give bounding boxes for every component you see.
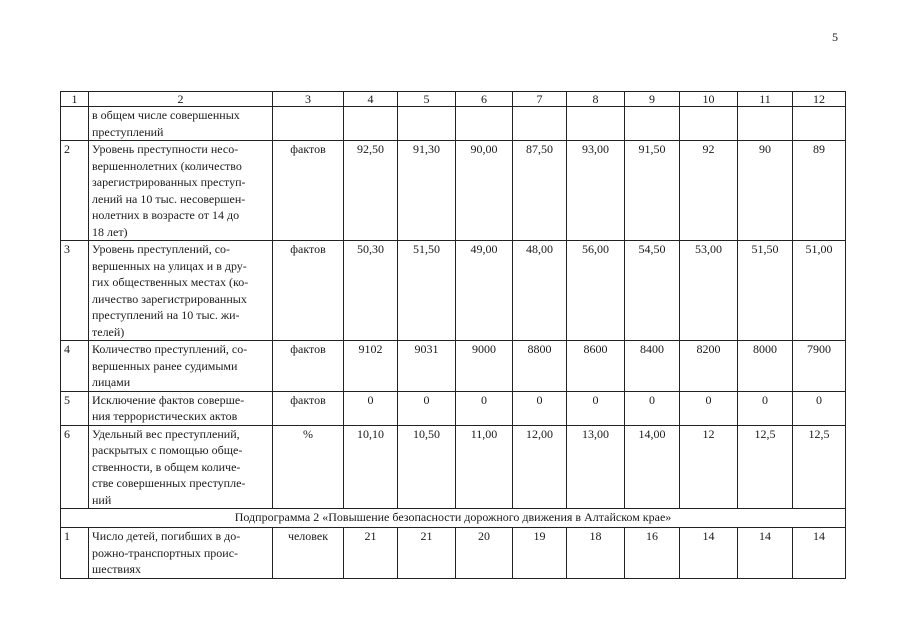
cell-indicator <box>89 425 273 509</box>
cell-value: 51,00 <box>793 241 846 341</box>
cell-empty <box>738 107 793 141</box>
cell-empty <box>625 107 680 141</box>
page-number: 5 <box>832 30 838 44</box>
cell-value: 51,50 <box>398 241 456 341</box>
header-cell: 4 <box>344 92 398 107</box>
cell-value: 8600 <box>567 341 625 392</box>
cell-value: 51,50 <box>738 241 793 341</box>
cell-value: 93,00 <box>567 141 625 241</box>
indicator-line: личество зарегистрированных <box>92 291 247 306</box>
cell-value: 87,50 <box>513 141 567 241</box>
indicator-line: преступлений на 10 тыс. жи- <box>92 308 240 322</box>
cell-value: 9102 <box>344 341 398 392</box>
cell-empty <box>567 107 625 141</box>
cell-value: 0 <box>793 391 846 425</box>
indicator-line: стве совершенных преступле- <box>92 476 246 490</box>
cell-value: 0 <box>680 391 738 425</box>
header-row <box>61 92 846 107</box>
subprogram-title: Подпрограмма 2 «Повышение безопасности дорожного движения в Алтайском крае» <box>61 509 846 528</box>
cell-no: 2 <box>61 141 89 241</box>
cell-value: 91,50 <box>625 141 680 241</box>
cell-value: 12,5 <box>793 425 846 509</box>
cell-value: 9000 <box>456 341 513 392</box>
indicator-line: ний <box>92 492 112 507</box>
cell-value: 8800 <box>513 341 567 392</box>
indicator-line: вершеннолетних (количество <box>92 158 242 173</box>
header-cell: 10 <box>680 92 738 107</box>
cell-unit: % <box>273 425 344 509</box>
cell-no: 4 <box>61 341 89 392</box>
header-cell: 12 <box>793 92 846 107</box>
indicator-line: ния террористических актов <box>92 409 238 423</box>
cell-unit: фактов <box>273 391 344 425</box>
cell-value: 14 <box>680 528 738 579</box>
cell-value: 7900 <box>793 341 846 392</box>
indicator-line: телей) <box>92 324 125 339</box>
header-cell: 9 <box>625 92 680 107</box>
cell-unit: фактов <box>273 141 344 241</box>
cell-value: 12 <box>680 425 738 509</box>
cell-value: 56,00 <box>567 241 625 341</box>
cell-no <box>61 107 89 141</box>
cell-value: 21 <box>344 528 398 579</box>
cell-value: 54,50 <box>625 241 680 341</box>
cell-value: 0 <box>738 391 793 425</box>
indicator-line: ственности, в общем количе- <box>92 459 241 474</box>
header-cell: 1 <box>61 92 89 107</box>
cell-no: 6 <box>61 425 89 509</box>
table-body <box>61 107 846 579</box>
cell-indicator <box>89 391 273 425</box>
cell-value: 19 <box>513 528 567 579</box>
cell-no: 3 <box>61 241 89 341</box>
cell-unit: человек <box>273 528 344 579</box>
cell-value: 92,50 <box>344 141 398 241</box>
cell-value: 8400 <box>625 341 680 392</box>
cell-empty <box>513 107 567 141</box>
cell-value: 0 <box>398 391 456 425</box>
indicator-line: в общем числе совершенных <box>92 108 240 122</box>
cell-empty <box>344 107 398 141</box>
cell-value: 16 <box>625 528 680 579</box>
cell-value: 53,00 <box>680 241 738 341</box>
indicator-line: Уровень преступности несо- <box>92 142 239 156</box>
indicator-line: вершенных ранее судимыми <box>92 358 238 373</box>
indicator-line: лений на 10 тыс. несовершен- <box>92 191 246 206</box>
cell-value: 90,00 <box>456 141 513 241</box>
cell-indicator <box>89 241 273 341</box>
cell-empty <box>398 107 456 141</box>
table-row <box>61 141 846 241</box>
header-cell: 6 <box>456 92 513 107</box>
indicator-line: зарегистрированных преступ- <box>92 175 246 189</box>
cell-value: 0 <box>344 391 398 425</box>
cell-value: 10,50 <box>398 425 456 509</box>
cell-value: 50,30 <box>344 241 398 341</box>
cell-value: 0 <box>513 391 567 425</box>
cell-value: 21 <box>398 528 456 579</box>
cell-value: 12,00 <box>513 425 567 509</box>
indicator-line: нолетних в возрасте от 14 до <box>92 208 240 222</box>
cell-no: 5 <box>61 391 89 425</box>
cell-value: 90 <box>738 141 793 241</box>
cell-value: 11,00 <box>456 425 513 509</box>
cell-empty <box>273 107 344 141</box>
table-row <box>61 341 846 392</box>
header-cell: 2 <box>89 92 273 107</box>
cell-value: 89 <box>793 141 846 241</box>
cell-empty <box>456 107 513 141</box>
indicator-line: Число детей, погибших в до- <box>92 529 241 543</box>
indicator-line: вершенных на улицах и в дру- <box>92 258 247 273</box>
cell-value: 0 <box>625 391 680 425</box>
cell-value: 9031 <box>398 341 456 392</box>
header-cell: 7 <box>513 92 567 107</box>
cell-value: 10,10 <box>344 425 398 509</box>
cell-no: 1 <box>61 528 89 579</box>
indicator-line: преступлений <box>92 124 164 139</box>
cell-value: 49,00 <box>456 241 513 341</box>
cell-indicator <box>89 528 273 579</box>
indicator-line: Удельный вес преступлений, <box>92 426 240 441</box>
indicator-line: Исключение фактов соверше- <box>92 392 245 407</box>
cell-value: 13,00 <box>567 425 625 509</box>
cell-empty <box>793 107 846 141</box>
header-cell: 8 <box>567 92 625 107</box>
indicator-line: гих общественных местах (ко- <box>92 275 249 289</box>
subprogram-row <box>61 509 846 528</box>
indicator-line: Уровень преступлений, со- <box>92 242 231 256</box>
cell-empty <box>680 107 738 141</box>
cell-unit: фактов <box>273 341 344 392</box>
cell-value: 48,00 <box>513 241 567 341</box>
table-row <box>61 391 846 425</box>
cell-value: 0 <box>456 391 513 425</box>
header-cell: 3 <box>273 92 344 107</box>
cell-value: 91,30 <box>398 141 456 241</box>
table-row <box>61 425 846 509</box>
continuation-row <box>61 107 846 141</box>
table-row <box>61 241 846 341</box>
cell-value: 0 <box>567 391 625 425</box>
cell-indicator <box>89 341 273 392</box>
indicator-line: Количество преступлений, со- <box>92 342 248 356</box>
cell-indicator <box>89 141 273 241</box>
cell-indicator <box>89 107 273 141</box>
cell-value: 14 <box>738 528 793 579</box>
header-cell: 5 <box>398 92 456 107</box>
indicator-line: шествиях <box>92 562 142 576</box>
indicator-line: рожно-транспортных проис- <box>92 545 239 560</box>
cell-value: 20 <box>456 528 513 579</box>
header-cell: 11 <box>738 92 793 107</box>
cell-unit: фактов <box>273 241 344 341</box>
cell-value: 92 <box>680 141 738 241</box>
cell-value: 8200 <box>680 341 738 392</box>
cell-value: 14 <box>793 528 846 579</box>
cell-value: 18 <box>567 528 625 579</box>
indicator-line: раскрытых с помощью обще- <box>92 443 243 457</box>
cell-value: 14,00 <box>625 425 680 509</box>
table-row <box>61 528 846 579</box>
indicator-line: лицами <box>92 375 131 389</box>
indicators-table <box>60 91 846 579</box>
cell-value: 12,5 <box>738 425 793 509</box>
cell-value: 8000 <box>738 341 793 392</box>
indicator-line: 18 лет) <box>92 224 128 239</box>
